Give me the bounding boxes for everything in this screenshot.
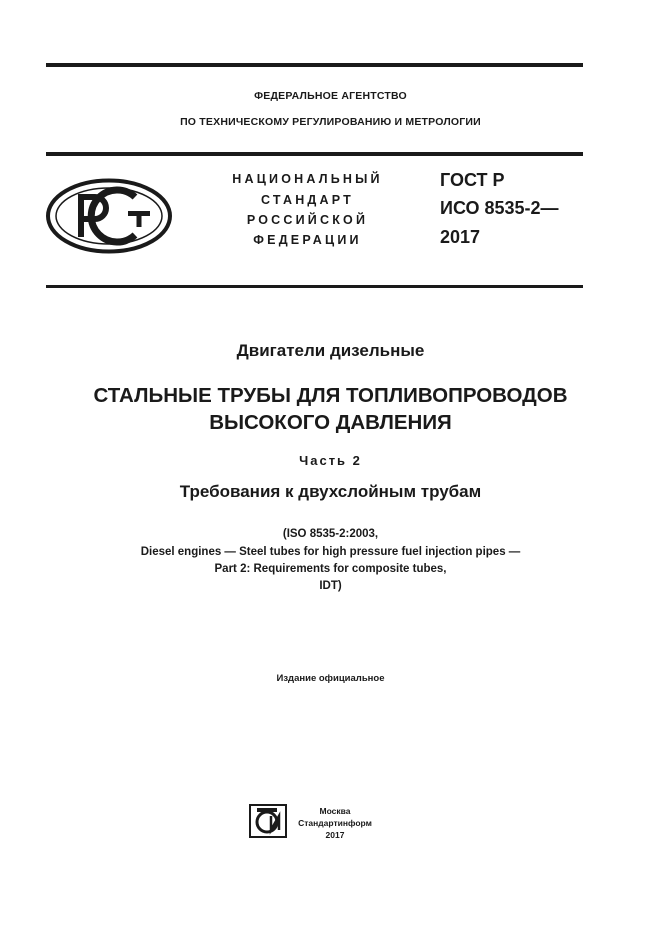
national-line-1: НАЦИОНАЛЬНЫЙ: [232, 172, 383, 186]
iso-reference-line-3: Part 2: Requirements for composite tubes,: [214, 563, 447, 575]
agency-line-1: ФЕДЕРАЛЬНОЕ АГЕНТСТВО: [254, 90, 407, 102]
iso-reference-line-4: IDT): [319, 580, 342, 592]
edition-label: Издание официальное: [276, 673, 385, 684]
iso-reference-line-2: Diesel engines — Steel tubes for high pressure fuel injection pipes —: [140, 546, 521, 558]
standartinform-logo-icon: [249, 804, 287, 838]
publisher-name: Стандартинформ: [298, 818, 372, 828]
document-title: Двигатели дизельные: [236, 341, 425, 360]
national-line-3: РОССИЙСКОЙ: [246, 213, 369, 227]
header-rule: [46, 152, 583, 156]
top-rule: [46, 63, 583, 67]
block-rule: [46, 285, 583, 288]
gost-number-line-1: ГОСТ Р: [440, 170, 505, 190]
national-line-2: СТАНДАРТ: [261, 193, 354, 207]
publisher-city: Москва: [319, 806, 351, 816]
iso-reference-line-1: (ISO 8535-2:2003,: [282, 528, 379, 540]
publisher-year: 2017: [325, 830, 345, 840]
part-title: Требования к двухслойным трубам: [179, 482, 482, 501]
agency-line-2: ПО ТЕХНИЧЕСКОМУ РЕГУЛИРОВАНИЮ И МЕТРОЛОГИИ: [180, 116, 481, 128]
gost-number-line-2: ИСО 8535-2—: [440, 198, 559, 218]
gost-number-year: 2017: [440, 227, 481, 247]
document-subtitle-line-1: СТАЛЬНЫЕ ТРУБЫ ДЛЯ ТОПЛИВОПРОВОДОВ: [93, 384, 568, 407]
part-label: Часть 2: [299, 453, 362, 468]
national-line-4: ФЕДЕРАЦИИ: [253, 233, 362, 247]
document-subtitle-line-2: ВЫСОКОГО ДАВЛЕНИЯ: [209, 411, 452, 434]
rst-certification-logo-icon: [45, 177, 173, 255]
